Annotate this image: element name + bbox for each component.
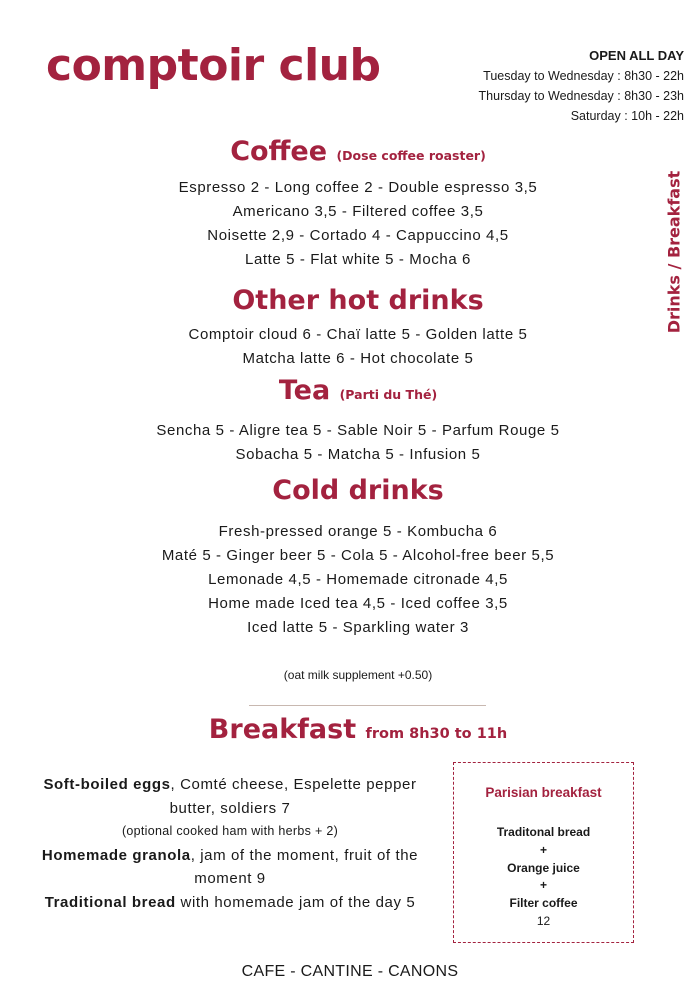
breakfast-item-note: (optional cooked ham with herbs + 2) (121, 824, 339, 838)
tea-title: Tea (278, 375, 331, 406)
menu-line: Iced latte 5 - Sparkling water 3 (247, 619, 469, 636)
box-item: Traditonal bread (496, 825, 591, 839)
cold-drinks-heading: Cold drinks (272, 475, 444, 506)
hot-drinks-list (0, 323, 698, 371)
breakfast-item (30, 891, 430, 915)
breakfast-title: Breakfast (208, 714, 357, 745)
footer-tagline: CAFE - CANTINE - CANONS (241, 963, 459, 980)
coffee-title: Coffee (230, 136, 328, 167)
breakfast-item (30, 773, 430, 820)
box-items (454, 824, 633, 931)
menu-line: Latte 5 - Flat white 5 - Mocha 6 (245, 251, 471, 268)
tea-heading (0, 375, 698, 406)
cold-drinks-list (0, 520, 698, 640)
menu-line: Noisette 2,9 - Cortado 4 - Cappuccino 4,5 (207, 227, 509, 244)
breakfast-item-name: Traditional bread (44, 893, 176, 911)
hours-heading: OPEN ALL DAY (589, 48, 684, 63)
hours-line: Saturday : 10h - 22h (570, 109, 684, 123)
menu-line: Home made Iced tea 4,5 - Iced coffee 3,5 (208, 595, 508, 612)
tea-list (0, 419, 698, 467)
box-item: Filter coffee (509, 896, 578, 911)
opening-hours (479, 46, 684, 126)
brand-title: comptoir club (46, 40, 381, 91)
hot-drinks-heading: Other hot drinks (232, 285, 484, 316)
menu-line: Fresh-pressed orange 5 - Kombucha 6 (218, 523, 498, 540)
box-item: Orange juice (507, 860, 580, 875)
coffee-heading (0, 136, 698, 167)
menu-line: Sencha 5 - Aligre tea 5 - Sable Noir 5 - Parfum Rouge 5 (156, 422, 560, 439)
box-plus: + (539, 842, 547, 857)
box-plus: + (539, 878, 547, 893)
parisian-breakfast-box (453, 762, 634, 943)
box-price: 12 (536, 913, 551, 928)
menu-line: Matcha latte 6 - Hot chocolate 5 (242, 350, 474, 367)
box-title: Parisian breakfast (485, 785, 602, 800)
breakfast-item-desc: , jam of the moment, fruit of the moment 9 (190, 846, 419, 887)
side-section-label: Drinks / Breakfast (664, 170, 684, 334)
breakfast-heading (0, 714, 698, 745)
breakfast-item-name: Homemade granola (41, 846, 191, 864)
coffee-section (0, 136, 698, 167)
menu-line: Sobacha 5 - Matcha 5 - Infusion 5 (235, 446, 481, 463)
menu-line: Espresso 2 - Long coffee 2 - Double espresso 3,5 (178, 179, 538, 196)
section-divider (249, 705, 486, 706)
menu-line: Lemonade 4,5 - Homemade citronade 4,5 (208, 571, 508, 588)
tea-subtitle: (Parti du Thé) (339, 387, 438, 402)
breakfast-item-desc: , Comté cheese, Espelette pepper butter, soldiers 7 (169, 776, 417, 817)
coffee-subtitle: (Dose coffee roaster) (336, 148, 486, 163)
tea-section (0, 375, 698, 406)
coffee-list (0, 176, 698, 272)
breakfast-item-name: Soft-boiled eggs (43, 776, 171, 793)
breakfast-item (30, 844, 430, 891)
breakfast-hours: from 8h30 to 11h (365, 726, 508, 742)
hours-line: Thursday to Wednesday : 8h30 - 23h (478, 89, 684, 103)
menu-line: Comptoir cloud 6 - Chaï latte 5 - Golden latte 5 (188, 326, 528, 343)
menu-line: Americano 3,5 - Filtered coffee 3,5 (232, 203, 484, 220)
breakfast-items (30, 773, 430, 914)
oat-milk-note: (oat milk supplement +0.50) (283, 668, 433, 682)
hours-line: Tuesday to Wednesday : 8h30 - 22h (483, 69, 684, 83)
menu-line: Maté 5 - Ginger beer 5 - Cola 5 - Alcohol-free beer 5,5 (161, 547, 555, 564)
breakfast-item-desc: with homemade jam of the day 5 (175, 893, 416, 911)
breakfast-section (0, 714, 698, 745)
